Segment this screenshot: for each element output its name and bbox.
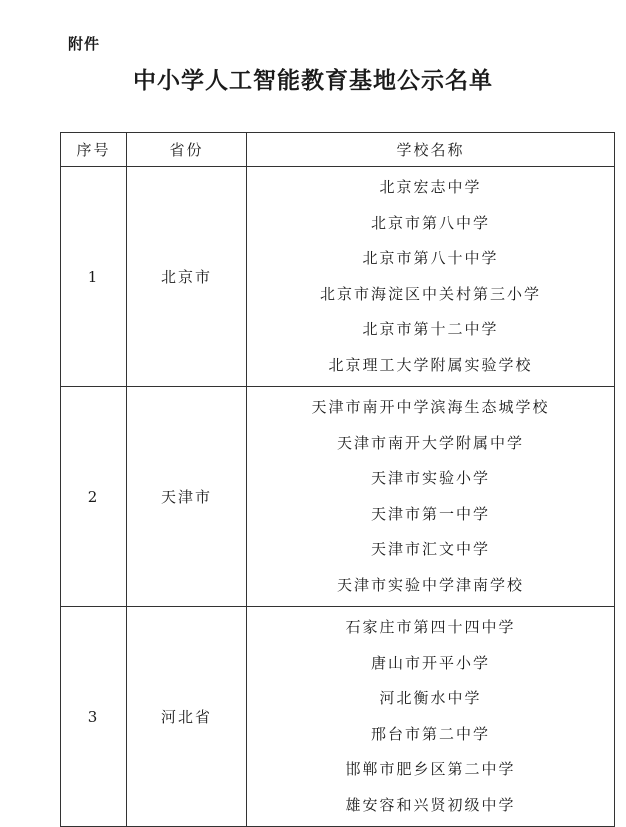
school-list-cell [247,387,615,607]
school-name: 北京市第八十中学 [362,249,499,267]
school-name: 邢台市第二中学 [370,724,490,743]
table-row [61,167,615,387]
school-name: 邯郸市肥乡区第二中学 [345,760,516,778]
column-header-province: 省份 [127,133,247,167]
row-index: 3 [61,607,127,827]
school-name: 雄安容和兴贤初级中学 [345,795,516,814]
row-province: 北京市 [127,167,247,387]
school-name: 天津市实验中学津南学校 [336,575,524,594]
table-header-row [61,133,615,167]
school-list-cell [247,607,615,827]
row-index: 2 [61,387,127,607]
school-name: 北京理工大学附属实验学校 [328,355,533,374]
document-title: 中小学人工智能教育基地公示名单 [133,67,493,94]
school-name: 天津市汇文中学 [370,540,490,558]
school-name: 北京市第八中学 [370,213,490,232]
school-name: 河北衡水中学 [379,689,482,707]
school-name: 天津市第一中学 [370,504,490,523]
row-province: 河北省 [127,607,247,827]
school-name: 天津市实验小学 [370,469,490,487]
school-name: 天津市南开中学滨海生态城学校 [311,398,550,416]
row-index: 1 [61,167,127,387]
school-name: 北京市第十二中学 [362,320,499,338]
attachment-label: 附件 [68,35,101,53]
table-row [61,387,615,607]
column-header-index: 序号 [61,133,127,167]
school-name: 北京市海淀区中关村第三小学 [319,284,541,303]
school-name: 天津市南开大学附属中学 [336,433,524,452]
school-name: 北京宏志中学 [379,178,482,196]
school-name: 石家庄市第四十四中学 [345,618,516,636]
school-name: 唐山市开平小学 [370,653,490,672]
school-list-table [60,132,615,827]
table-row [61,607,615,827]
column-header-school-name: 学校名称 [247,133,615,167]
school-list-cell [247,167,615,387]
row-province: 天津市 [127,387,247,607]
